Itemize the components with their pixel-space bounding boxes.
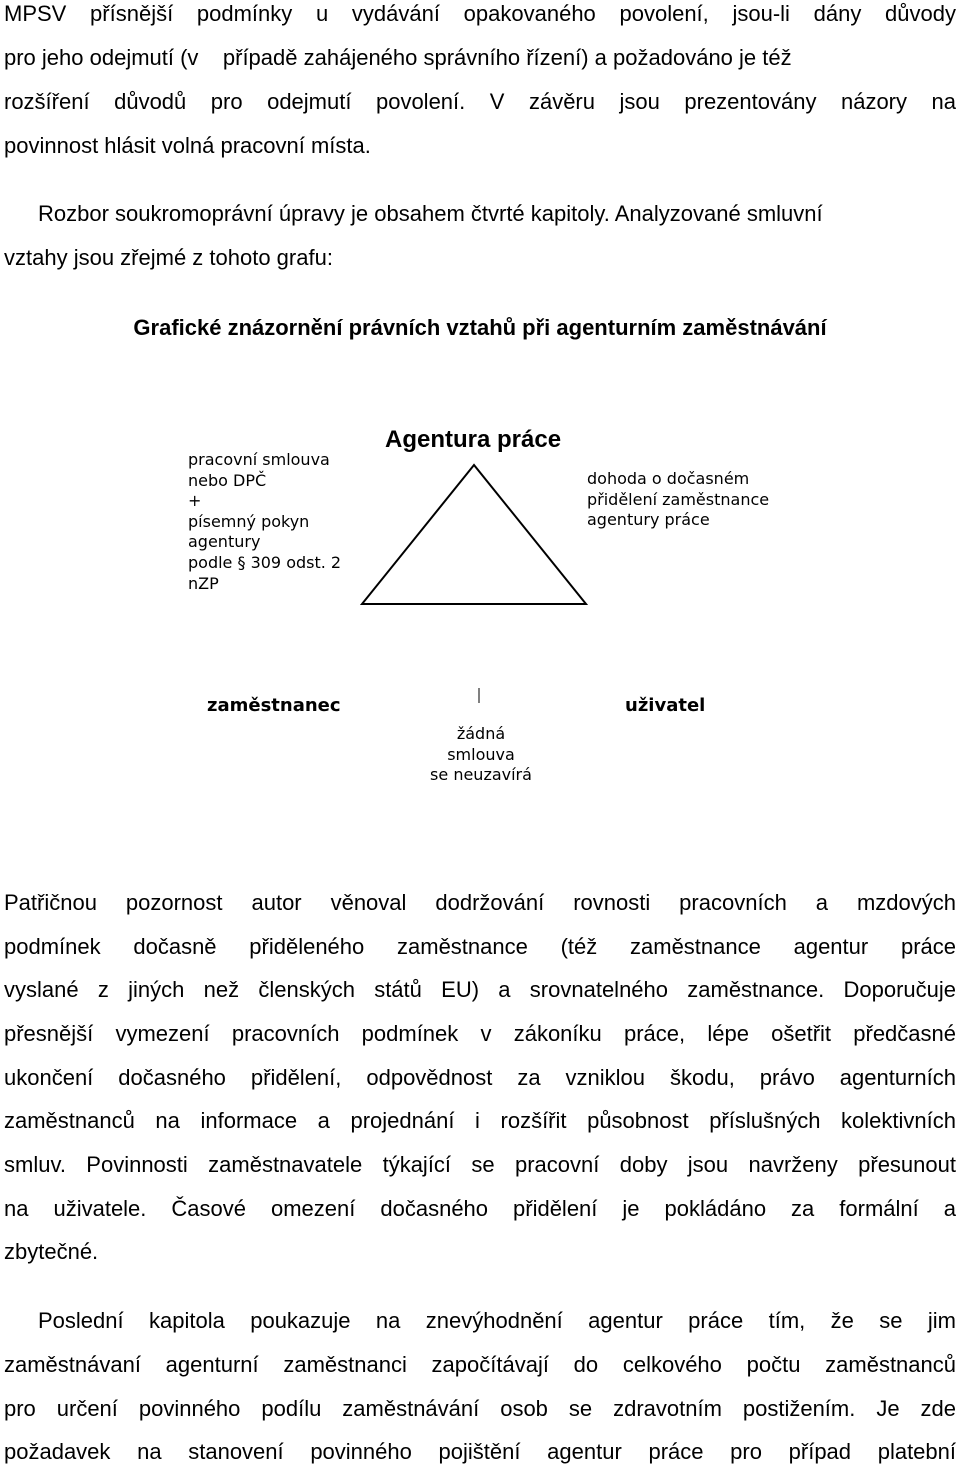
edge-label-line: nebo DPČ: [188, 470, 267, 490]
text-line: Poslední kapitola poukazuje na znevýhodnění agentur práce tím, že se jim: [38, 1308, 956, 1333]
node-agentura: Agentura práce: [385, 426, 562, 453]
text-line: na uživatele. Časové omezení dočasného přidělení je pokládáno za formální a: [4, 1196, 956, 1221]
edge-label-line: dohoda o dočasném: [587, 469, 750, 488]
text-line: ukončení dočasného přidělení, odpovědnost za vzniklou škodu, právo agenturních: [4, 1065, 956, 1090]
text-line: smluv. Povinnosti zaměstnavatele týkající se pracovní doby jsou navrženy přesunout: [4, 1152, 956, 1177]
edge-label-line: přidělení zaměstnance: [587, 489, 770, 509]
text-line: požadavek na stanovení povinného pojištění agentur práce pro případ platební: [4, 1439, 956, 1464]
edge-label-line: agentury práce: [587, 510, 710, 530]
text-line: povinnost hlásit volná pracovní místa.: [4, 133, 371, 158]
edge-label-line: agentury: [188, 532, 261, 552]
text-line: Rozbor soukromoprávní úpravy je obsahem čtvrté kapitoly. Analyzované smluvní: [38, 201, 823, 226]
edge-label-line: +: [188, 491, 202, 511]
text-line: zaměstnanců na informace a projednání i rozšířit působnost příslušných kolektivních: [4, 1108, 956, 1133]
edge-label-line: smlouva: [447, 744, 515, 764]
diagram-heading: Grafické znázornění právních vztahů při agenturním zaměstnávání: [133, 315, 827, 340]
text-line: vztahy jsou zřejmé z tohoto grafu:: [4, 245, 333, 270]
edge-label-line: písemný pokyn: [188, 511, 310, 531]
edge-label-line: pracovní smlouva: [188, 450, 330, 469]
edge-label-line: nZP: [188, 573, 219, 593]
right-edge-label: [587, 469, 769, 531]
edge-label-line: žádná: [456, 724, 506, 743]
text-line: vyslané z jiných než členských států EU) a srovnatelného zaměstnance. Doporučuje: [4, 977, 956, 1002]
text-line: MPSV přísnější podmínky u vydávání opakovaného povolení, jsou-li dány důvody: [4, 1, 956, 26]
edge-label-line: se neuzavírá: [430, 765, 532, 785]
left-edge-label: [188, 450, 341, 594]
text-line: pro jeho odejmutí (v případě zahájeného správního řízení) a požadováno je též: [4, 45, 792, 70]
node-zamestnanec: zaměstnanec: [207, 695, 341, 716]
text-line: zbytečné.: [4, 1239, 99, 1264]
edge-label-line: podle § 309 odst. 2: [188, 552, 342, 572]
text-line: pro určení povinného podílu zaměstnávání osob se zdravotním postižením. Je zde: [4, 1396, 956, 1421]
text-line: Patřičnou pozornost autor věnoval dodržování rovnosti pracovních a mzdových: [4, 890, 956, 915]
text-line: přesnější vymezení pracovních podmínek v zákoníku práce, lépe ošetřit předčasné: [4, 1021, 956, 1046]
bottom-edge-label: [411, 724, 551, 786]
text-line: podmínek dočasně přiděleného zaměstnance (též zaměstnance agentur práce: [4, 934, 956, 959]
text-line: zaměstnávaní agenturní zaměstnanci započítávají do celkového počtu zaměstnanců: [4, 1352, 956, 1377]
node-uzivatel: uživatel: [625, 695, 706, 716]
text-line: rozšíření důvodů pro odejmutí povolení. V závěru jsou prezentovány názory na: [4, 89, 956, 114]
